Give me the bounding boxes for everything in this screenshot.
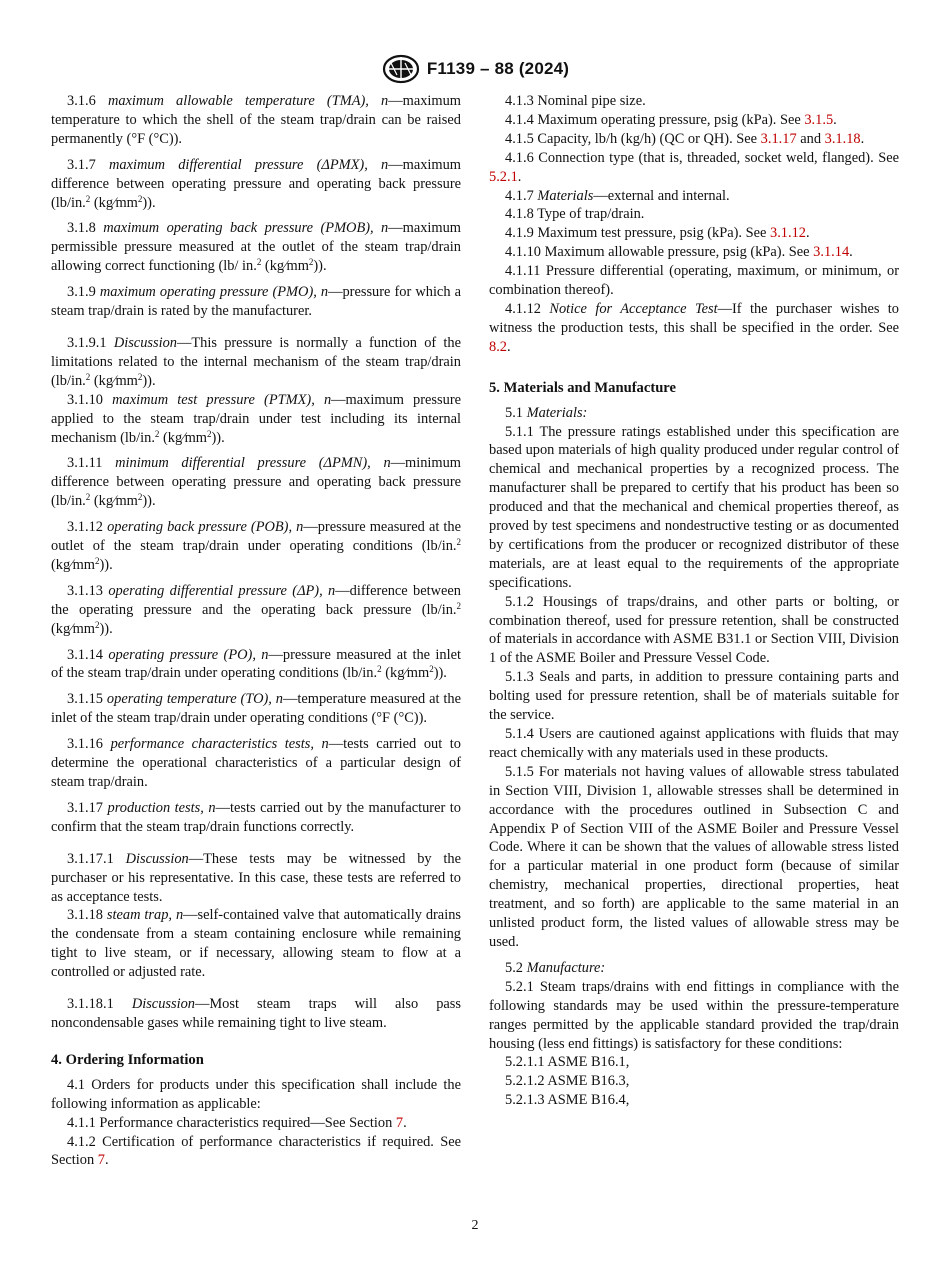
section-3-1-11: 3.1.11 minimum differential pressure (ΔPMN), n—minimum difference between operating pressure and operating back pressure (lb/in.$^2$ $(kg⁄mm^2)$).: [51, 455, 461, 510]
section-5-2-1-1: 5.2.1.1 ASME B16.1,: [505, 1054, 630, 1071]
section-5-2-1: 5.2.1 Steam traps/drains with end fittings in compliance with the following standards may be used within the pressure-temperature ranges permitted by the applicable standard provided the trap/drain housing (less end fittings) is satisfactory for these conditions:: [489, 978, 899, 1052]
section-5-heading: 5. Materials and Manufacture: [489, 379, 676, 396]
section-3-1-9: 3.1.9 maximum operating pressure (PMO), n—pressure for which a steam trap/drain is rated by the manufacturer.: [51, 284, 461, 320]
section-4-1-9: 4.1.9 Maximum test pressure, psig (kPa). See 3.1.12.: [505, 225, 810, 242]
page-number: 2: [471, 1218, 479, 1233]
ref-3-1-18-link[interactable]: 3.1.18: [824, 130, 861, 147]
section-4-heading: 4. Ordering Information: [51, 1051, 204, 1068]
section-5-1: 5.1 Materials:: [505, 404, 588, 421]
section-4-1-1: 4.1.1 Performance characteristics required—See Section 7.: [67, 1114, 407, 1131]
section-5-2: 5.2 Manufacture:: [505, 959, 606, 976]
section-5-1-2: 5.1.2 Housings of traps/drains, and other parts or bolting, or combination thereof, used for pressure retention, shall be constructed of materials in accordance with ASME B31.1 or Section VIII, Division 1 of the ASME Boiler and Pressure Vessel Code.: [489, 593, 899, 667]
ref-3-1-14-link[interactable]: 3.1.14: [813, 244, 850, 261]
section-4-1-3: 4.1.3 Nominal pipe size.: [505, 93, 646, 109]
section-4-1: 4.1 Orders for products under this specification shall include the following information as applicable:: [51, 1076, 461, 1112]
page-header: [0, 52, 950, 86]
section-5-1-4: 5.1.4 Users are cautioned against applications with fluids that may react chemically with any materials used in these products.: [489, 726, 899, 761]
section-3-1-15: 3.1.15 operating temperature (TO), n—temperature measured at the inlet of the steam trap/drain under operating conditions (°F (°C)).: [51, 691, 461, 727]
section-3-1-12: 3.1.12 operating back pressure (POB), n—pressure measured at the outlet of the steam trap/drain under operating conditions (lb/in.$^2$ $(kg⁄mm^2)$).: [51, 519, 461, 573]
section-4-1-12: 4.1.12 Notice for Acceptance Test—If the purchaser wishes to witness the production tests, this shall be specified in the order. See 8.2.: [489, 300, 900, 355]
section-3-1-7: 3.1.7 maximum differential pressure (ΔPMX), n—maximum difference between operating pressure and operating back pressure (lb/in.$^2$ $(kg⁄mm^2)$).: [51, 156, 461, 211]
document-designation: F1139 – 88 (2024): [426, 59, 570, 78]
section-4-1-11: 4.1.11 Pressure differential (operating, maximum, or minimum, or combination thereof).: [489, 263, 899, 299]
section-4-1-10: 4.1.10 Maximum allowable pressure, psig (kPa). See 3.1.14.: [505, 244, 853, 261]
section-4-1-7: 4.1.7 Materials—external and internal.: [505, 187, 730, 204]
section-3-1-18: 3.1.18 steam trap, n—self-contained valve that automatically drains the condensate from a steam containing enclosure while remaining tight to live steam, or if necessary, allowing steam to flow at a controlled or adjusted rate.: [51, 907, 461, 981]
section-7-link[interactable]: 7: [395, 1114, 404, 1131]
section-3-1-9-1: 3.1.9.1 Discussion—This pressure is normally a function of the limitations related to the internal mechanism of the steam trap/drain (lb/in.$^2$ $(kg⁄mm^2)$).: [51, 334, 462, 389]
section-3-1-6: 3.1.6 maximum allowable temperature (TMA), n—maximum temperature to which the shell of the steam trap/drain can be raised permanently (°F (°C)).: [51, 93, 461, 147]
section-5-1-1: 5.1.1 The pressure ratings established under this specification are based upon materials of high quality produced under regular control of chemical and mechanical properties by a recognized process. The manufacturer shall be prepared to certify that his product has been so produced and that the mechanical and chemical properties thereof, as proved by test specimens and nondestructive testing or as documented by certifications from the producer or recognized distributor of these materials, are at least equal to the requirements of the appropriate specifications.: [489, 423, 899, 591]
section-3-1-18-1: 3.1.18.1 Discussion—Most steam traps will also pass noncondensable gases while remaining tight to live steam.: [51, 996, 462, 1031]
section-4-1-4: 4.1.4 Maximum operating pressure, psig (kPa). See 3.1.5.: [505, 111, 837, 128]
ref-3-1-5-link[interactable]: 3.1.5: [804, 111, 834, 128]
section-3-1-14: 3.1.14 operating pressure (PO), n—pressure measured at the inlet of the steam trap/drain under operating conditions (lb/in.$^2$ $(kg⁄mm^2)$).: [51, 646, 462, 682]
section-5-1-5: 5.1.5 For materials not having values of allowable stress tabulated in Section VIII, Division 1, allowable stresses shall be determined in accordance with the procedures outlined in Subsection C and Appendix P of Section VIII of the ASME Boiler and Pressure Vessel Code. Where it can be shown that the values of allowable stress listed for a particular material in one product form (because of similar chemistry, mechanical properties, directional properties, heat treatment, and so forth) are applicable to the same material in an unlisted product form, the listed values of allowable stress may be used.: [489, 763, 899, 950]
ref-8-2-link[interactable]: 8.2: [489, 338, 507, 355]
section-4-1-5: 4.1.5 Capacity, lb/h (kg/h) (QC or QH). See 3.1.17 and 3.1.18.: [505, 130, 865, 147]
section-5-2-1-2: 5.2.1.2 ASME B16.3,: [505, 1073, 630, 1090]
section-3-1-13: 3.1.13 operating differential pressure (ΔP), n—difference between the operating pressure and the operating back pressure (lb/in.$^2$ $(kg⁄mm^2)$).: [51, 582, 461, 637]
right-column: [489, 92, 899, 1110]
ref-3-1-17-link[interactable]: 3.1.17: [760, 130, 797, 147]
section-3-1-10: 3.1.10 maximum test pressure (PTMX), n—maximum pressure applied to the steam trap/drain under test including its internal mechanism (lb/in.$^2$ $(kg⁄mm^2)$).: [51, 391, 462, 446]
ref-3-1-12-link[interactable]: 3.1.12: [770, 225, 806, 242]
section-4-1-6: 4.1.6 Connection type (that is, threaded, socket weld, flanged). See 5.2.1.: [489, 149, 899, 185]
section-3-1-17: 3.1.17 production tests, n—tests carried out by the manufacturer to confirm that the steam trap/drain functions correctly.: [51, 799, 461, 835]
section-4-1-8: 4.1.8 Type of trap/drain.: [505, 206, 645, 223]
section-3-1-17-1: 3.1.17.1 Discussion—These tests may be witnessed by the purchaser or his representative. In this case, these tests are referred to as acceptance tests.: [51, 850, 461, 905]
section-3-1-8: 3.1.8 maximum operating back pressure (PMOB), n—maximum permissible pressure measured at the outlet of the steam trap/drain allowing correct functioning (lb/ in.$^2$ $(kg⁄mm^2)$).: [51, 220, 461, 275]
section-3-1-16: 3.1.16 performance characteristics tests, n—tests carried out to determine the operational characteristics of a particular design of steam trap/drain.: [51, 736, 461, 790]
ref-5-2-1-link[interactable]: 5.2.1: [489, 168, 518, 185]
left-column: [51, 92, 461, 1170]
section-7-link[interactable]: 7: [97, 1152, 105, 1169]
section-4-1-2: 4.1.2 Certification of performance characteristics if required. See Section 7.: [51, 1133, 461, 1169]
section-5-2-1-3: 5.2.1.3 ASME B16.4,: [505, 1092, 630, 1109]
astm-logo-icon: [381, 54, 421, 84]
section-5-1-3: 5.1.3 Seals and parts, in addition to pressure containing parts and bolting used for pressure retention, shall be of materials suitable for the service.: [489, 669, 899, 724]
